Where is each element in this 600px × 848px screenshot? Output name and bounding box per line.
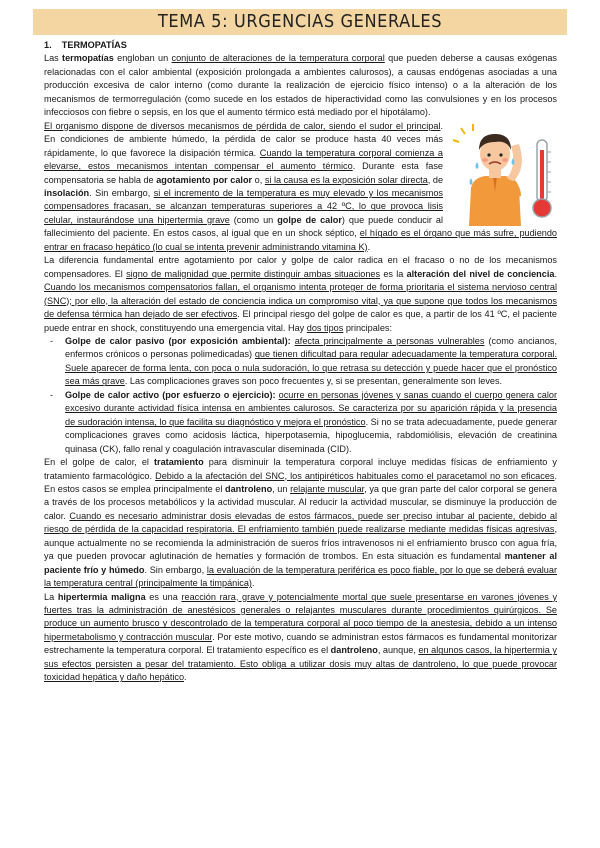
bold-text: hipertermia maligna: [57, 591, 146, 602]
text-run: . En condiciones de ambiente húmedo, la pérdida de calor se produce hasta 40 veces más rápidamente, lo que favorece la disipación térmica.: [44, 120, 443, 158]
paragraph-mechanisms: [44, 120, 557, 255]
text-run: (como ancianos, enfermos crónicos o personas polimedicadas): [65, 335, 557, 360]
paragraph-difference: [44, 254, 557, 335]
bold-text: golpe de calor: [277, 214, 342, 225]
underlined-text: en algunos casos, la hipertermia y sus efectos persisten a pesar del tratamiento. Esto obliga a utilizar dosis muy altas de dantroleno, lo que puede provocar toxicidad hepática y daño hepático: [44, 645, 557, 683]
underlined-text: conjunto de alteraciones de la temperatura corporal: [171, 53, 385, 64]
text-run: . Por este motivo, cuando se administran estos fármacos es fundamental monitorizar estrechamente la temperatura corporal. El tratamiento específico es el: [44, 631, 557, 656]
bold-text: dantroleno: [330, 645, 378, 656]
sweating-person-thermometer-icon: [449, 122, 557, 226]
section-title: TERMOPATÍAS: [61, 40, 127, 50]
underlined-text: la evaluación de la temperatura periférica es poco fiable, por lo que se deberá evaluar la temperatura central (principalmente la timpánica): [44, 564, 557, 589]
underlined-text: afecta principalmente a personas vulnerables: [294, 335, 485, 346]
section-number: 1.: [44, 40, 52, 50]
text-run: es la: [380, 268, 407, 279]
underlined-text: dos tipos: [306, 322, 344, 333]
bold-text: Golpe de calor activo (por esfuerzo o ejercicio):: [65, 389, 276, 400]
heatstroke-illustration: [449, 122, 557, 226]
underlined-text: si la causa es la exposición solar directa: [264, 174, 428, 185]
bold-text: mantener al paciente frío y húmedo: [44, 551, 557, 575]
bold-text: agotamiento por calor: [156, 174, 253, 185]
underlined-text: Cuando los mecanismos compensatorios fallan, el organismo intenta proteger de forma prioritaria el sistema nervioso central (SNC); por ello, la alteración del estado de conciencia indica un compromiso vital, ya que supone que todos los mecanismos de defensa térmica han dejado de ser efectivos: [44, 282, 557, 320]
underlined-text: Debido a la afectación del SNC, los antipiréticos habituales como el paracetamol no son eficaces: [155, 470, 555, 481]
document-body: [44, 39, 557, 685]
text-run: , de: [427, 174, 444, 185]
underlined-text: si el incremento de la temperatura es muy elevado y los mecanismos compensadores fracasan, se alcanzan temperaturas superiores a 42 ºC, lo que provoca lisis celular, instaurándose una hipertermia grave: [44, 187, 443, 225]
text-run: Las: [44, 53, 63, 64]
bold-text: termopatías: [62, 53, 114, 64]
underlined-text: relajante muscular: [290, 483, 365, 494]
list-item-active: [44, 389, 557, 456]
underlined-text: signo de malignidad que permite distinguir ambas situaciones: [126, 268, 381, 279]
underlined-text: el hígado es el órgano que más sufre, pudiendo entrar en fracaso hepático (lo cual se intenta prevenir administrando vitamina K): [44, 228, 557, 252]
text-run: , aunque actualmente no se recomienda la administración de sueros fríos intravenosos ni el enfriamiento brusco con agua fría, ya que pueden provocar aglutinación de hematíes y formación de trombos. En esta situación es fundamental: [44, 524, 557, 562]
paragraph-intro: [44, 52, 557, 119]
text-run: .: [554, 268, 557, 279]
text-run: para disminuir la temperatura corporal incluye medidas físicas de enfriamiento y tratamiento farmacológico.: [44, 457, 557, 481]
text-run: .: [251, 578, 255, 589]
heatstroke-types-list: [44, 335, 557, 456]
underlined-text: ocurre en personas jóvenes y sanas cuando el cuerpo genera calor excesivo durante actividad física intensa en ambientes calurosos. Se caracteriza por su aparición rápida y la presencia de sudoración intensa, lo que facilita su diagnóstico y mejora el pronóstico: [65, 389, 557, 427]
text-run: En el golpe de calor, el: [44, 457, 154, 468]
section-heading: [44, 39, 557, 52]
bold-text: dantroleno: [225, 483, 273, 494]
text-run: . Sin embargo,: [144, 564, 207, 575]
text-run: , aunque,: [377, 645, 419, 656]
underlined-text: Cuando la temperatura corporal comienza a elevarse, estos mecanismos intentan compensar el aumento térmico: [44, 147, 443, 172]
text-run: que pueden deberse a causas exógenas relacionadas con el calor ambiental (exposición prolongada a ambientes calurosos), a causas endógenas asociadas a una producción excesiva de calor interno (como durante la realización de ejercicio físico intenso) o a la alteración de los mecanismos de termorregulación (como sucede en los estados de hiperactividad como las convulsiones y en los procesos infecciosos con fiebre o sepsis, en los que el aumento térmico está mediado por el hipotálamo).: [44, 53, 557, 118]
text-run: . En estos casos se emplea principalmente el: [44, 470, 558, 494]
underlined-text: reacción rara, grave y potencialmente mortal que suele presentarse en varones jóvenes y fuertes tras la administración de anestésicos generales o relajantes musculares durante procedimientos quirúrgicos. Se produce un aumento brusco y descontrolado de la temperatura corporal al poco tiempo de la anestesia, debido a un intenso hipermetabolismo y contracción muscular: [44, 591, 558, 642]
bold-text: alteración del nivel de conciencia: [406, 268, 555, 279]
paragraph-treatment: [44, 456, 557, 591]
text-run: . Durante esta fase compensatoria se habla de: [44, 161, 443, 185]
underlined-text: El organismo dispone de diversos mecanismos de pérdida de calor, siendo el sudor el principal: [44, 120, 441, 131]
text-run: engloban un: [113, 53, 172, 64]
text-run: .: [367, 241, 371, 252]
text-run: principales:: [343, 322, 392, 333]
bold-text: Golpe de calor pasivo (por exposición ambiental):: [65, 335, 291, 346]
text-run: , ya que gran parte del calor corporal se genera a través de los procesos metabólicos y la actividad muscular. Al reducir la actividad muscular, se disminuye la producción de calor.: [44, 483, 557, 521]
text-run: . Si no se trata adecuadamente, puede generar complicaciones graves como acidosis láctica, hiperpotasemia, hipoglucemia, rabdomiólisis, elevación de creatinina quinasa (CK), fallo renal y coagulación intravascular diseminada (CID).: [65, 416, 557, 454]
underlined-text: que tienen dificultad para regular adecuadamente la temperatura corporal. Suele aparecer de forma lenta, con poca o nula sudoración, lo que retrasa su detección y puede hacer que el pronóstico sea más grave: [65, 349, 557, 387]
paragraph-malignant-hyperthermia: [44, 591, 557, 685]
text-run: La diferencia fundamental entre agotamiento por calor y golpe de calor radica en el fracaso o no de los mecanismos compensadores. El: [44, 255, 557, 279]
text-run: (como un: [229, 214, 278, 225]
text-run: .: [184, 672, 187, 683]
text-run: o,: [252, 174, 265, 185]
underlined-text: Cuando es necesario administrar dosis elevadas de estos fármacos, puede ser preciso intubar al paciente, debido al riesgo de pérdida de la capacidad respiratoria. El enfriamiento también puede realizarse mediante medidas físicas agresivas: [44, 510, 557, 535]
text-run: , un: [272, 483, 291, 494]
title-bar: [33, 9, 567, 35]
text-run: . El principal riesgo del golpe de calor es que, a partir de los 41 ºC, el paciente puede entrar en shock, constituyendo una emergencia vital. Hay: [44, 309, 557, 333]
bold-text: insolación: [44, 187, 90, 198]
text-run: La: [44, 591, 58, 602]
bold-text: tratamiento: [153, 457, 204, 468]
page-title: TEMA 5: URGENCIAS GENERALES: [157, 11, 443, 32]
text-run: . Las complicaciones graves son poco frecuentes y, si se presentan, generalmente son leves.: [124, 376, 503, 387]
text-run: . Sin embargo,: [89, 187, 154, 198]
list-item-passive: [44, 335, 557, 389]
text-run: ) que puede conducir al fallecimiento del paciente. En estos casos, al igual que en un shock séptico,: [44, 214, 444, 239]
text-run: es una: [145, 591, 182, 602]
